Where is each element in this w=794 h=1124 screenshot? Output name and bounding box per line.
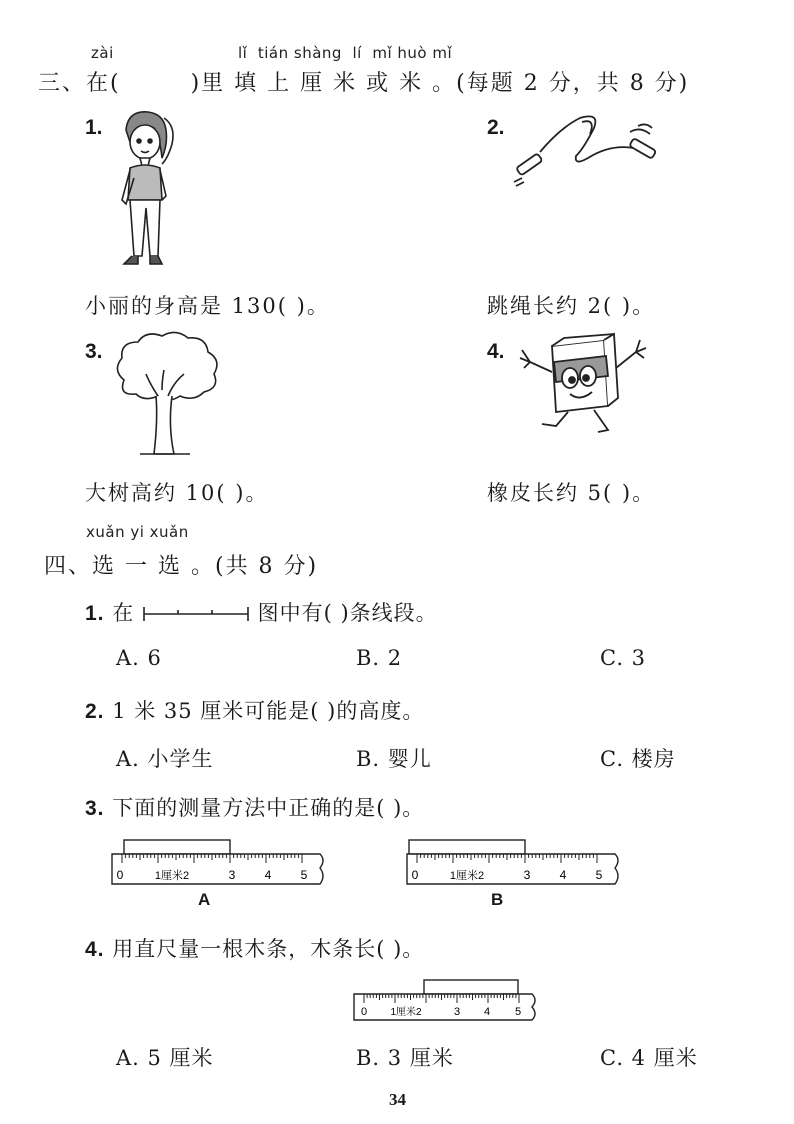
section3-title-prefix: 三、在( xyxy=(38,71,121,96)
ruler-q4-label-4: 4 xyxy=(483,1006,491,1018)
q4-number: 4. xyxy=(85,938,105,961)
q4-option-a[interactable]: A. 5 厘米 xyxy=(116,1046,214,1070)
section3-title-suffix: )里 填 上 厘 米 或 米 。(每题 2 分，共 8 分) xyxy=(190,71,690,96)
item4-number: 4. xyxy=(487,340,505,363)
ruler-b xyxy=(403,836,623,888)
ruler-b-choice-label[interactable]: B xyxy=(491,890,504,909)
q4 xyxy=(85,933,424,963)
q1-prefix: 在 xyxy=(112,601,135,625)
q3 xyxy=(85,792,424,822)
ruler-q4-label-3: 3 xyxy=(453,1006,461,1018)
section4-title: 四、选 一 选 。(共 8 分) xyxy=(44,554,319,579)
q3-text: 下面的测量方法中正确的是( )。 xyxy=(112,796,425,820)
item2-question: 跳绳长约 2( )。 xyxy=(487,294,656,318)
ruler-b-label-4: 4 xyxy=(559,868,567,882)
ruler-q4-label-5: 5 xyxy=(514,1006,522,1018)
ruler-a-body xyxy=(112,854,323,884)
q2-option-c[interactable]: C. 楼房 xyxy=(600,747,676,771)
q1 xyxy=(85,597,438,627)
ruler-b-label-0: 0 xyxy=(411,868,419,882)
tree-illustration xyxy=(110,330,222,460)
ruler-a-choice-label[interactable]: A xyxy=(198,890,211,909)
page-number: 34 xyxy=(389,1090,406,1109)
q1-option-b[interactable]: B. 2 xyxy=(356,646,403,670)
pinyin-xuan-yi-xuan: xuǎn yi xuǎn xyxy=(86,523,189,541)
q2-number: 2. xyxy=(85,700,105,723)
q2-text: 1 米 35 厘米可能是( )的高度。 xyxy=(112,699,425,723)
ruler-a xyxy=(108,836,328,888)
pinyin-line: lǐ tián shàng lí mǐ huò mǐ xyxy=(238,44,453,62)
q1-number: 1. xyxy=(85,602,105,625)
ruler-q4-stick xyxy=(424,980,518,994)
q3-number: 3. xyxy=(85,797,105,820)
eraser-illustration xyxy=(512,332,652,437)
ruler-q4-label-2: 1厘米2 xyxy=(390,1007,422,1018)
q1-suffix: 图中有( )条线段。 xyxy=(257,601,438,625)
ruler-b-stick xyxy=(409,840,525,854)
pinyin-zai: zài xyxy=(91,44,114,62)
ruler-a-label-2: 1厘米2 xyxy=(154,870,190,882)
ruler-b-label-5: 5 xyxy=(595,868,603,882)
ruler-a-label-5: 5 xyxy=(300,868,308,882)
q2-option-b[interactable]: B. 婴儿 xyxy=(356,747,432,771)
q1-option-c[interactable]: C. 3 xyxy=(600,646,647,670)
line-segment-figure xyxy=(142,602,250,622)
q4-text: 用直尺量一根木条，木条长( )。 xyxy=(112,937,425,961)
item3-number: 3. xyxy=(85,340,103,363)
item3-question: 大树高约 10( )。 xyxy=(85,481,269,505)
ruler-a-label-0: 0 xyxy=(116,868,124,882)
item4-question: 橡皮长约 5( )。 xyxy=(487,481,656,505)
ruler-q4 xyxy=(350,976,540,1024)
q4-option-c[interactable]: C. 4 厘米 xyxy=(600,1046,698,1070)
section3-title xyxy=(38,66,689,97)
ruler-b-label-2: 1厘米2 xyxy=(449,870,485,882)
ruler-a-stick xyxy=(124,840,230,854)
item1-number: 1. xyxy=(85,116,103,139)
q1-option-a[interactable]: A. 6 xyxy=(116,646,162,670)
ruler-a-label-3: 3 xyxy=(228,868,236,882)
jump-rope-illustration xyxy=(510,108,670,188)
girl-illustration xyxy=(108,108,178,270)
item1-question: 小丽的身高是 130( )。 xyxy=(85,294,330,318)
ruler-q4-label-0: 0 xyxy=(360,1006,368,1018)
q2 xyxy=(85,695,424,725)
ruler-b-label-3: 3 xyxy=(523,868,531,882)
ruler-b-body xyxy=(407,854,618,884)
item2-number: 2. xyxy=(487,116,505,139)
ruler-a-label-4: 4 xyxy=(264,868,272,882)
q4-option-b[interactable]: B. 3 厘米 xyxy=(356,1046,454,1070)
q2-option-a[interactable]: A. 小学生 xyxy=(116,747,214,771)
